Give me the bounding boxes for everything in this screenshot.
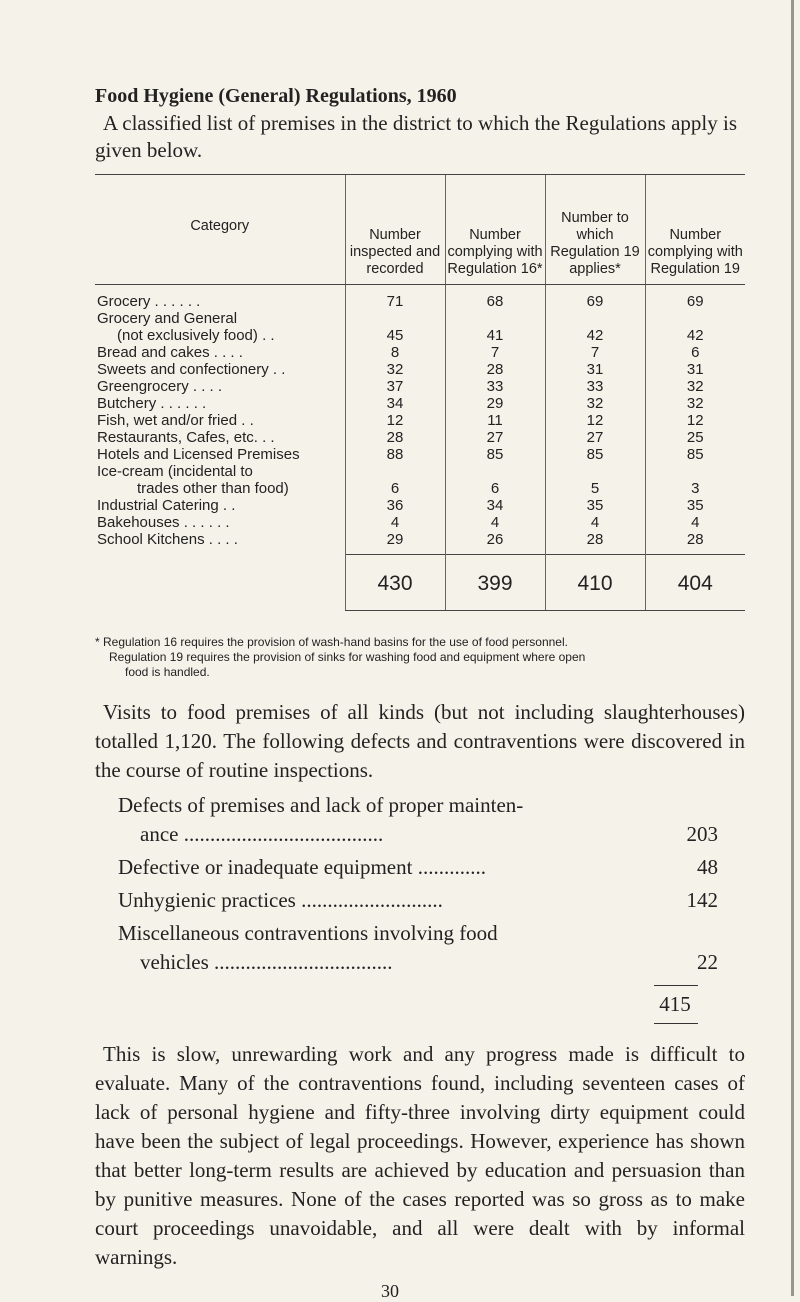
row-value: 7: [445, 344, 545, 361]
row-value: 4: [545, 514, 645, 531]
row-label: Bread and cakes . . . .: [97, 344, 243, 361]
table-row: [95, 429, 745, 446]
row-value: 6: [345, 480, 445, 497]
defect-item: [118, 886, 718, 915]
row-value: [445, 310, 545, 327]
visits-paragraph: Visits to food premises of all kinds (but not including slaughterhouses) totalled 1,120. The following defects and contraventions were discovered in the course of routine inspections.: [95, 700, 745, 782]
row-value: 68: [445, 285, 545, 311]
row-value: 26: [445, 531, 545, 548]
row-label: Greengrocery . . . .: [97, 378, 223, 395]
header-applies-19: Number to which Regulation 19 applies*: [545, 175, 645, 285]
table-row: [95, 344, 745, 361]
row-value: 32: [345, 361, 445, 378]
row-value: 33: [445, 378, 545, 395]
header-complying-16: Number complying with Regulation 16*: [445, 175, 545, 285]
defect-label: ance ......................................: [140, 822, 384, 846]
total-value: 399: [445, 555, 545, 611]
defect-value: 48: [697, 855, 718, 879]
totals-label: [95, 555, 345, 611]
row-value: 4: [645, 514, 745, 531]
row-value: 71: [345, 285, 445, 311]
row-value: 29: [445, 395, 545, 412]
defect-label: Defects of premises and lack of proper mainten-: [118, 793, 524, 817]
row-value: 3: [645, 480, 745, 497]
row-value: [545, 310, 645, 327]
row-value: 35: [645, 497, 745, 514]
table-row: [95, 378, 745, 395]
row-value: 32: [645, 378, 745, 395]
row-value: [545, 463, 645, 480]
header-complying-19: Number complying with Regulation 19: [645, 175, 745, 285]
row-value: 85: [545, 446, 645, 463]
row-value: [345, 310, 445, 327]
row-value: 85: [445, 446, 545, 463]
table-row: [95, 531, 745, 548]
page-title: Food Hygiene (General) Regulations, 1960: [95, 85, 457, 107]
intro-text: A classified list of premises in the district to which the Regulations apply is given below.: [95, 111, 737, 162]
row-value: 28: [545, 531, 645, 548]
row-value: 35: [545, 497, 645, 514]
row-value: 33: [545, 378, 645, 395]
table-row: [95, 395, 745, 412]
row-value: 4: [445, 514, 545, 531]
defects-total-block: [650, 985, 700, 1024]
row-value: 36: [345, 497, 445, 514]
defect-item: [118, 853, 718, 882]
table-row: [95, 497, 745, 514]
row-value: 4: [345, 514, 445, 531]
row-label: Restaurants, Cafes, etc. . .: [97, 429, 275, 446]
row-value: 11: [445, 412, 545, 429]
row-label: School Kitchens . . . .: [97, 531, 238, 548]
page-edge: [791, 0, 794, 1296]
row-value: [645, 310, 745, 327]
row-value: 8: [345, 344, 445, 361]
row-value: [345, 463, 445, 480]
page-number: 30: [381, 1281, 399, 1301]
row-label: Ice-cream (incidental to: [97, 463, 253, 480]
row-value: 12: [545, 412, 645, 429]
defect-value: 142: [686, 888, 718, 912]
row-value: 34: [445, 497, 545, 514]
row-value: 37: [345, 378, 445, 395]
row-value: 85: [645, 446, 745, 463]
row-value: 25: [645, 429, 745, 446]
total-value: 430: [345, 555, 445, 611]
defects-total: 415: [659, 992, 691, 1016]
footnote-line: * Regulation 16 requires the provision of wash-hand basins for the use of food personnel.: [95, 635, 568, 649]
row-value: 12: [345, 412, 445, 429]
defect-label: Defective or inadequate equipment .............: [118, 855, 486, 879]
row-label: trades other than food): [137, 480, 289, 497]
row-value: 34: [345, 395, 445, 412]
table-header-row: [95, 175, 745, 285]
row-label: Sweets and confectionery . .: [97, 361, 286, 378]
table-row: [95, 463, 745, 480]
defect-label: vehicles ..................................: [140, 950, 393, 974]
row-label: Butchery . . . . . .: [97, 395, 207, 412]
totals-row: [95, 555, 745, 611]
row-value: 28: [645, 531, 745, 548]
page-column: [95, 84, 745, 1302]
row-value: 7: [545, 344, 645, 361]
defect-label: Miscellaneous contraventions involving food: [118, 921, 498, 945]
defect-item: [118, 919, 718, 977]
row-value: [645, 463, 745, 480]
row-value: 28: [445, 361, 545, 378]
row-label: Fish, wet and/or fried . .: [97, 412, 254, 429]
row-value: 5: [545, 480, 645, 497]
row-label: Hotels and Licensed Premises: [97, 446, 300, 463]
row-label: Industrial Catering . .: [97, 497, 236, 514]
row-value: 32: [545, 395, 645, 412]
row-value: 28: [345, 429, 445, 446]
row-value: 29: [345, 531, 445, 548]
row-value: 31: [645, 361, 745, 378]
table-row: [95, 514, 745, 531]
row-label: (not exclusively food) . .: [117, 327, 275, 344]
defect-value: 203: [686, 822, 718, 846]
table-row: [95, 310, 745, 327]
row-label: Grocery and General: [97, 310, 238, 327]
row-value: 69: [545, 285, 645, 311]
total-value: 410: [545, 555, 645, 611]
footnote: [95, 635, 745, 680]
table-row: [95, 480, 745, 497]
closing-paragraph: This is slow, unrewarding work and any progress made is difficult to evaluate. Many of the contraventions found, including seventeen cases of lack of personal hygiene and fifty-three involving dirty equipment could have been the subject of legal proceedings. However, experience has shown that better long-term results are achieved by education and persuasion than by punitive measures. None of the cases reported was so gross as to make court proceedings unavoidable, and all were dealt with by informal warnings.: [95, 1042, 745, 1269]
row-value: 69: [645, 285, 745, 311]
row-label: Grocery . . . . . .: [97, 293, 201, 310]
row-value: 42: [645, 327, 745, 344]
total-rule: [654, 1023, 698, 1024]
row-value: 27: [445, 429, 545, 446]
row-value: 41: [445, 327, 545, 344]
row-value: 88: [345, 446, 445, 463]
defect-item: [118, 791, 718, 849]
row-value: 31: [545, 361, 645, 378]
row-value: 6: [645, 344, 745, 361]
footnote-line: food is handled.: [125, 665, 210, 679]
row-value: [445, 463, 545, 480]
row-value: 12: [645, 412, 745, 429]
defect-label: Unhygienic practices ...........................: [118, 888, 443, 912]
header-category: Category: [95, 175, 345, 285]
row-value: 6: [445, 480, 545, 497]
table-row: [95, 446, 745, 463]
total-value: 404: [645, 555, 745, 611]
row-value: 45: [345, 327, 445, 344]
row-value: 42: [545, 327, 645, 344]
defect-value: 22: [697, 950, 718, 974]
row-value: 32: [645, 395, 745, 412]
table-row: [95, 361, 745, 378]
table-row: [95, 412, 745, 429]
header-inspected: Number inspected and recorded: [345, 175, 445, 285]
table-row: [95, 285, 745, 311]
defects-list: [118, 791, 718, 977]
row-value: 27: [545, 429, 645, 446]
table-row: [95, 327, 745, 344]
footnote-line: Regulation 19 requires the provision of sinks for washing food and equipment where open: [109, 650, 586, 664]
premises-table: [95, 174, 745, 611]
row-label: Bakehouses . . . . . .: [97, 514, 230, 531]
